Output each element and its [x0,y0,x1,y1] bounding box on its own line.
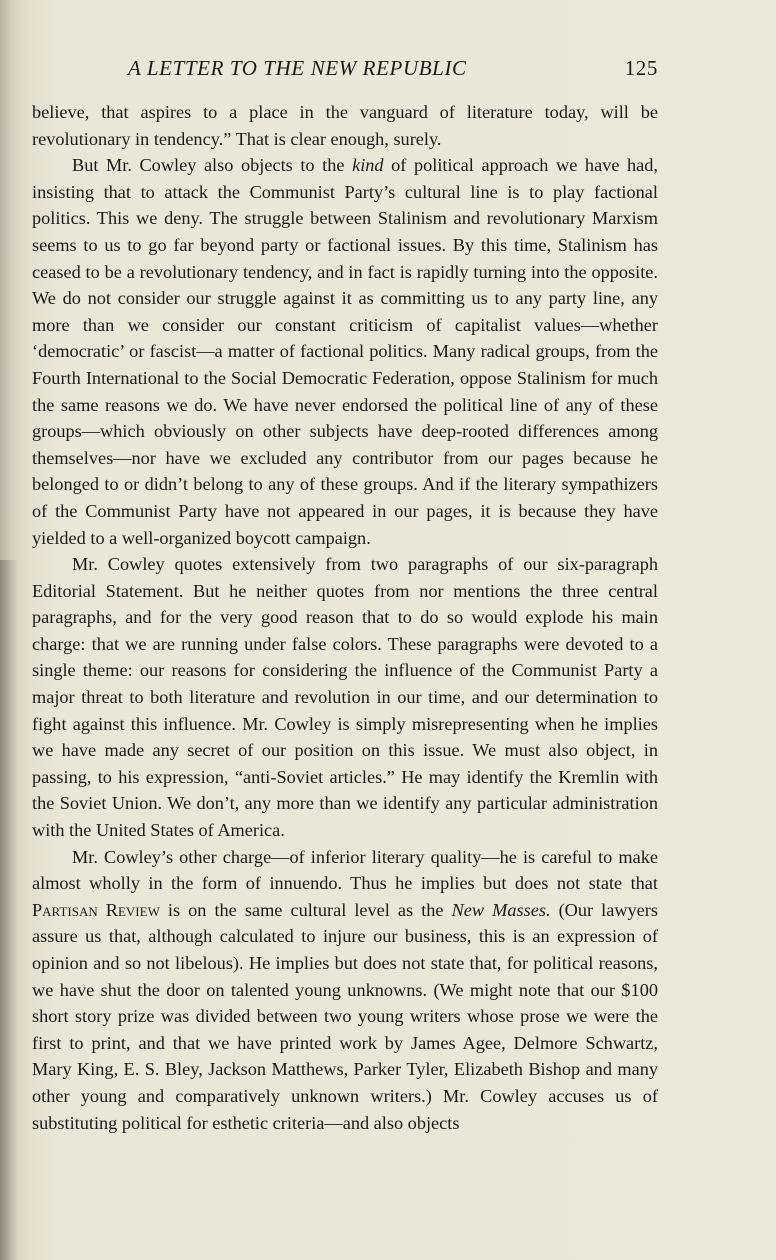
page-header [128,56,658,90]
text-segment: believe, that aspires to a place in the vanguard of literature today, will be revolutionary in tendency.” That is clear enough, surely. [32,102,658,149]
paragraph-2 [32,152,658,551]
text-segment: is on the same cultural level as the [159,899,452,920]
text-segment: of political approach we have had, insisting that to attack the Communist Party’s cultural line is to play factional politics. This we deny. The struggle between Stalinism and revolutionary Marxism seems to us to go far beyond party or factional issues. By this time, Stalinism has ceased to be a revolutionary tendency, and in fact is rapidly turning into the opposite. We do not consider our struggle against it as committing us to any party line, any more than we consider our constant criticism of capitalist values—whether ‘democratic’ or fascist—a matter of factional politics. Many radical groups, from the Fourth International to the Social Democratic Federation, oppose Stalinism for much the same reasons we do. We have never endorsed the political line of any of these groups—which obviously on other subjects have deep-rooted differences among themselves—nor have we excluded any contributor from our pages because he belonged to or didn’t belong to any of these groups. And if the literary sympathizers of the Communist Party have not appeared in our pages, it is because they have yielded to a well-organized boycott campaign. [32,155,658,548]
text-segment: Mr. Cowley’s other charge—of inferior literary quality—he is careful to make almost wholly in the form of innuendo. Thus he implies but does not state that [32,846,658,894]
body-text [32,99,658,1136]
text-segment: New Masses. [451,899,551,920]
binding-shadow [0,560,18,1260]
text-segment: Partisan Review [32,899,160,920]
running-title: A LETTER TO THE NEW REPUBLIC [128,56,467,80]
paragraph-3 [32,551,658,844]
text-segment: (Our lawyers assure us that, although calculated to injure our business, this is an expression of opinion and so not libelous). He implies but does not state that, for political reasons, we have shut the door on talented young unknowns. (We might note that our $100 short story prize was divided between two young writers whose prose we were the first to print, and that we have printed work by James Agee, Delmore Schwartz, Mary King, E. S. Bley, Jackson Matthews, Parker Tyler, Elizabeth Bishop and many other young and comparatively unknown writers.) Mr. Cowley accuses us of substituting political for esthetic criteria—and also objects [32,899,658,1133]
paragraph-4 [32,844,658,1137]
text-segment: Mr. Cowley quotes extensively from two paragraphs of our six-paragraph Editorial Statement. But he neither quotes from nor mentions the three central paragraphs, and for the very good reason that to do so would explode his main charge: that we are running under false colors. These paragraphs were devoted to a single theme: our reasons for considering the influence of the Communist Party a major threat to both literature and revolution in our time, and our determination to fight against this influence. Mr. Cowley is simply misrepresenting when he implies we have made any secret of our position on this issue. We must also object, in passing, to his expression, “anti-Soviet articles.” He may identify the Kremlin with the Soviet Union. We don’t, any more than we identify any particular administration with the United States of America. [32,554,658,841]
paragraph-1 [32,99,658,152]
text-segment: kind [352,155,384,176]
page-number: 125 [624,56,658,80]
text-segment: But Mr. Cowley also objects to the [72,155,353,176]
